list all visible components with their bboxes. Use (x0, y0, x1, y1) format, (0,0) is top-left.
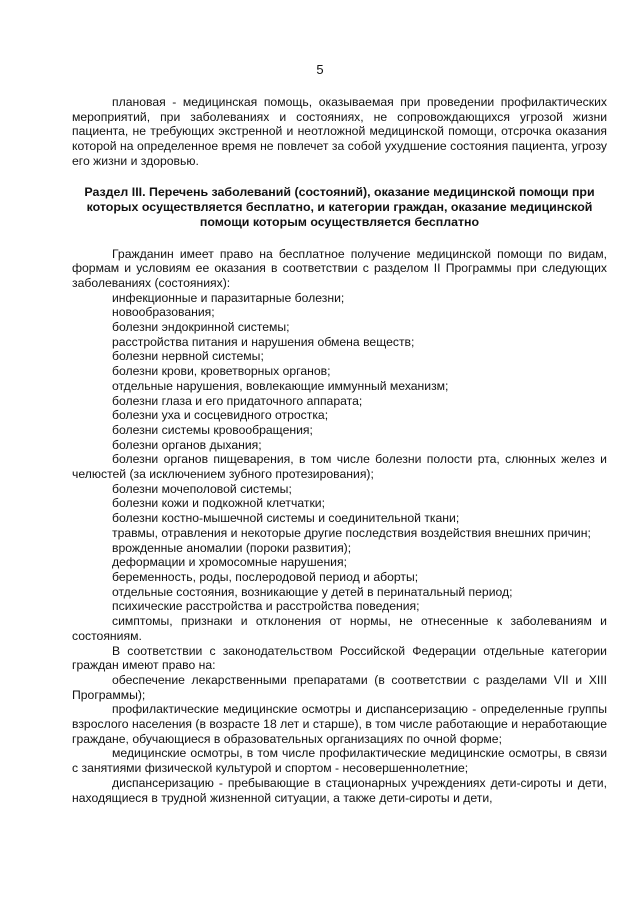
intro-paragraph: плановая - медицинская помощь, оказываемая при проведении профилактических мероприятий, при заболеваниях и состояниях, не сопровождающихся угрозой жизни пациента, не требующих экстренной и неотложной медицинской помощи, отсрочка оказания которой на определенное время не повлечет за собой ухудшение состояния пациента, угрозу его жизни и здоровью. (72, 95, 607, 168)
list-item: болезни костно-мышечной системы и соединительной ткани; (112, 511, 460, 526)
rights-paragraph: Гражданин имеет право на бесплатное получение медицинской помощи по видам, формам и условиям ее оказания в соответствии с разделом II Программы при следующих заболеваниях (состояниях): (72, 246, 607, 290)
list-item: врожденные аномалии (пороки развития); (112, 540, 352, 555)
list-item: болезни мочеполовой системы; (112, 481, 292, 496)
list-item: болезни уха и сосцевидного отростка; (112, 408, 329, 423)
rights-list (72, 673, 607, 805)
list-item: обеспечение лекарственными препаратами (в соответствии с разделами VII и XIII Программы); (72, 672, 607, 702)
list-item: диспансеризацию - пребывающие в стационарных учреждениях дети-сироты и дети, находящиеся в трудной жизненной ситуации, а также дети-сироты и дети, (72, 775, 607, 805)
list-item: болезни глаза и его придаточного аппарата; (112, 393, 363, 408)
list-item: деформации и хромосомные нарушения; (112, 555, 347, 570)
list-item: отдельные нарушения, вовлекающие иммунный механизм; (112, 378, 449, 393)
list-item: отдельные состояния, возникающие у детей в перинатальный период; (112, 584, 513, 599)
diseases-list (72, 291, 607, 644)
list-item: болезни системы кровообращения; (112, 422, 313, 437)
list-item: новообразования; (112, 305, 215, 320)
list-item: инфекционные и паразитарные болезни; (112, 290, 345, 305)
list-item: расстройства питания и нарушения обмена веществ; (112, 334, 415, 349)
list-item: болезни органов пищеварения, в том числе болезни полости рта, слюнных желез и челюстей (за исключением зубного протезирования); (72, 452, 607, 482)
list-item: симптомы, признаки и отклонения от нормы, не отнесенные к заболеваниям и состояниям. (72, 614, 607, 643)
list-item: профилактические медицинские осмотры и диспансеризацию - определенные группы взрослого населения (в возрасте 18 лет и старше), в том числе работающие и неработающие граждане, обучающиеся в образовательных организациях по очной форме; (72, 702, 607, 746)
categories-paragraph: В соответствии с законодательством Российской Федерации отдельные категории граждан имеют право на: (72, 643, 607, 673)
list-item: травмы, отравления и некоторые другие последствия воздействия внешних причин; (112, 525, 591, 540)
list-item: болезни крови, кроветворных органов; (112, 364, 331, 379)
section-heading: Раздел III. Перечень заболеваний (состояний), оказание медицинской помощи при которых осуществляется бесплатно, и категории граждан, оказание медицинской помощи которым осуществляется бесплатно (84, 184, 595, 229)
list-item: болезни нервной системы; (112, 349, 264, 364)
document-body (72, 95, 607, 805)
list-item: болезни кожи и подкожной клетчатки; (112, 496, 325, 511)
list-item: психические расстройства и расстройства поведения; (112, 599, 420, 614)
list-item: медицинские осмотры, в том числе профилактические медицинские осмотры, в связи с занятиями физической культурой и спортом - несовершеннолетние; (72, 746, 607, 776)
list-item: беременность, роды, послеродовой период и аборты; (112, 569, 419, 584)
page-number: 5 (316, 62, 324, 77)
list-item: болезни органов дыхания; (112, 437, 262, 452)
list-item: болезни эндокринной системы; (112, 320, 290, 335)
